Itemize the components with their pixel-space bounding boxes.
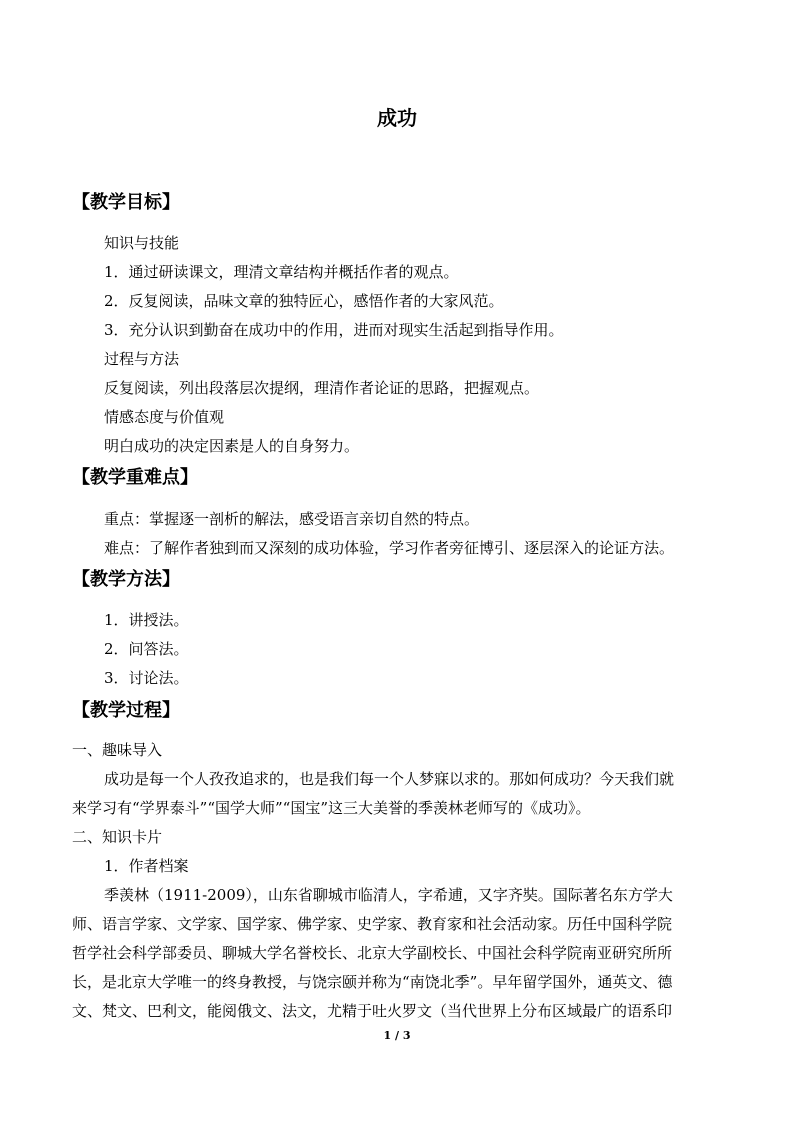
goals-line: 3．充分认识到勤奋在成功中的作用，进而对现实生活起到指导作用。	[104, 321, 564, 339]
methods-line: 1．讲授法。	[104, 611, 189, 629]
process-line: 二、知识卡片	[72, 828, 163, 846]
process-line: 师、语言学家、文学家、国学家、佛学家、史学家、教育家和社会活动家。历任中国科学院	[72, 915, 673, 933]
section-heading-key-points: 【教学重难点】	[72, 467, 198, 488]
section-heading-methods: 【教学方法】	[72, 569, 180, 590]
goals-line: 2．反复阅读，品味文章的独特匠心，感悟作者的大家风范。	[104, 292, 504, 310]
process-line: 来学习有“学界泰斗”“国学大师”“国宝”这三大美誉的季羡林老师写的《成功》。	[72, 799, 591, 817]
goals-line: 1．通过研读课文，理清文章结构并概括作者的观点。	[104, 263, 459, 281]
page-title: 成功	[377, 106, 417, 130]
key-points-line: 难点：了解作者独到而又深刻的成功体验，学习作者旁征博引、逐层深入的论证方法。	[104, 539, 675, 557]
goals-line: 明白成功的决定因素是人的自身努力。	[104, 437, 360, 455]
methods-line: 3．讨论法。	[104, 669, 189, 687]
goals-line: 知识与技能	[104, 234, 180, 252]
process-line: 季羡林（1911-2009），山东省聊城市临清人，字希逋，又字齐奘。国际著名东方学大	[104, 886, 673, 904]
goals-line: 情感态度与价值观	[104, 408, 225, 426]
process-line: 长，是北京大学唯一的终身教授，与饶宗颐并称为“南饶北季”。早年留学国外，通英文、德	[72, 973, 673, 991]
process-line: 1．作者档案	[104, 857, 189, 875]
process-line: 文、梵文、巴利文，能阅俄文、法文，尤精于吐火罗文（当代世界上分布区域最广的语系印	[72, 1002, 673, 1020]
section-heading-process: 【教学过程】	[72, 700, 180, 721]
process-line: 一、趣味导入	[72, 741, 163, 759]
goals-line: 过程与方法	[104, 350, 180, 368]
page-number: 1 / 3	[383, 1029, 411, 1042]
goals-line: 反复阅读，列出段落层次提纲，理清作者论证的思路，把握观点。	[104, 379, 540, 397]
key-points-line: 重点：掌握逐一剖析的解法，感受语言亲切自然的特点。	[104, 510, 480, 528]
methods-line: 2．问答法。	[104, 640, 189, 658]
section-heading-goals: 【教学目标】	[72, 192, 180, 213]
process-line: 哲学社会科学部委员、聊城大学名誉校长、北京大学副校长、中国社会科学院南亚研究所所	[72, 944, 673, 962]
process-line: 成功是每一个人孜孜追求的，也是我们每一个人梦寐以求的。那如何成功？今天我们就	[104, 770, 675, 788]
